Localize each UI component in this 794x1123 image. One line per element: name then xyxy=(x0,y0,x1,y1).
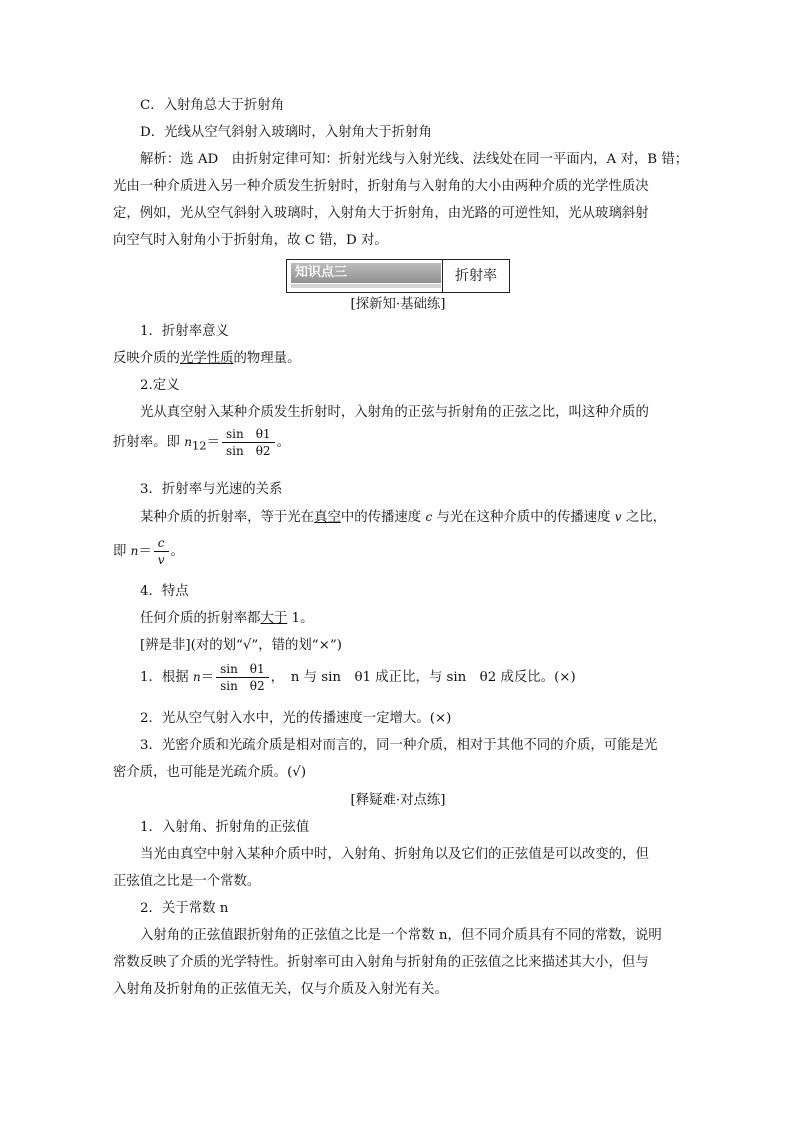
tag-underline-decoration xyxy=(291,284,441,288)
judge-question-3-line-2: 密介质，也可能是光疏介质。(√) xyxy=(113,765,307,780)
item3-text-d: 之比， xyxy=(621,510,667,525)
symbol-n: n xyxy=(192,670,201,684)
item4-body xyxy=(140,609,710,629)
formula-end: 。 xyxy=(170,544,184,559)
item2-formula-line xyxy=(113,425,683,463)
option-d: D．光线从空气斜射入玻璃时，入射角大于折射角 xyxy=(140,125,432,140)
symbol-n: n xyxy=(184,435,192,449)
judge-question-3-line-1: 3．光密介质和光疏介质是相对而言的，同一种介质，相对于其他不同的介质，可能是光 xyxy=(140,738,658,753)
item4-underlined-term: 大于 xyxy=(260,611,288,626)
explain1-line-2: 正弦值之比是一个常数。 xyxy=(113,874,261,889)
fraction-sin-ratio xyxy=(216,661,269,694)
item2-heading: 2.定义 xyxy=(140,378,180,393)
item1-underlined-term: 光学性质 xyxy=(179,351,234,366)
knowledge-point-tag: 知识点三 xyxy=(291,263,441,283)
item3-underlined-term: 真空 xyxy=(314,510,341,525)
fraction-denominator: sin θ2 xyxy=(225,444,271,458)
item3-formula-line xyxy=(113,534,683,569)
item2-body-line-1: 光从真空射入某种介质发生折射时，入射角的正弦与折射角的正弦之比，叫这种介质的 xyxy=(140,405,649,420)
fraction-sin-ratio xyxy=(222,426,275,459)
formula-end: 。 xyxy=(276,435,290,450)
section-heading-basic: [探新知·基础练] xyxy=(350,297,446,312)
knowledge-point-box xyxy=(286,259,510,293)
item3-heading: 3．折射率与光速的关系 xyxy=(140,482,283,497)
subscript-12: 12 xyxy=(191,438,207,453)
equals-sign: ＝ xyxy=(206,435,220,450)
judge-question-1 xyxy=(140,660,710,695)
option-c: C．入射角总大于折射角 xyxy=(140,98,285,113)
item3-text-a: 某种介质的折射率，等于光在 xyxy=(140,510,315,525)
explain2-line-2: 常数反映了介质的光学特性。折射率可由入射角与折射角的正弦值之比来描述其大小，但与 xyxy=(113,955,649,970)
analysis-line-3: 定，例如，光从空气斜射入玻璃时，入射角大于折射角，由光路的可逆性知，光从玻璃斜射 xyxy=(113,206,649,221)
analysis-line-2: 光由一种介质进入另一种介质发生折射时，折射角与入射角的大小由两种介质的光学性质决 xyxy=(113,179,649,194)
fraction-denominator: v xyxy=(157,553,165,567)
fraction-c-over-v xyxy=(154,535,169,568)
explain1-heading: 1．入射角、折射角的正弦值 xyxy=(140,820,310,835)
item3-formula-prefix: 即 xyxy=(113,544,131,559)
item1-text-end: 的物理量。 xyxy=(233,351,301,366)
item4-heading: 4．特点 xyxy=(140,584,189,599)
fraction-denominator: sin θ2 xyxy=(220,679,265,693)
box-divider xyxy=(442,260,443,292)
item1-text: 反映介质的 xyxy=(113,351,180,366)
judge-q1-statement: ， n 与 sin θ1 成正比，与 sin θ2 成反比。(×) xyxy=(270,670,576,685)
equals-sign: ＝ xyxy=(138,544,152,559)
item1-heading: 1．折射率意义 xyxy=(140,324,229,339)
judge-q1-prefix: 1．根据 xyxy=(140,670,193,685)
explain1-line-1: 当光由真空中射入某种介质中时，入射角、折射角以及它们的正弦值是可以改变的，但 xyxy=(140,847,649,862)
section-heading-doubts: [释疑难·对点练] xyxy=(350,793,446,808)
fraction-numerator: sin θ1 xyxy=(216,661,269,678)
item4-text-end: 1。 xyxy=(287,611,314,626)
symbol-n: n xyxy=(130,544,139,558)
symbol-v: v xyxy=(614,510,622,524)
equals-sign: ＝ xyxy=(200,670,215,685)
fraction-numerator: c xyxy=(154,535,169,552)
item3-body-line-1 xyxy=(140,507,710,528)
analysis-line-1: 解析：选 AD 由折射定律可知：折射光线与入射光线、法线处在同一平面内，A 对，B 错； xyxy=(140,152,689,167)
item4-text: 任何介质的折射率都 xyxy=(140,611,261,626)
judge-question-2: 2．光从空气射入水中，光的传播速度一定增大。(×) xyxy=(140,711,452,726)
fraction-numerator: sin θ1 xyxy=(222,426,275,443)
item2-formula-prefix: 折射率。即 xyxy=(113,435,185,450)
explain2-line-1: 入射角的正弦值跟折射角的正弦值之比是一个常数 n，但不同介质具有不同的常数，说明 xyxy=(140,928,662,943)
judge-heading: [辨是非](对的划“√”，错的划“×”) xyxy=(140,638,342,653)
item3-text-c: 与光在这种介质中的传播速度 xyxy=(432,510,615,525)
explain2-line-3: 入射角及折射角的正弦值无关，仅与介质及入射光有关。 xyxy=(113,982,448,997)
item1-body xyxy=(113,349,683,369)
explain2-heading: 2．关于常数 n xyxy=(140,901,229,916)
symbol-c: c xyxy=(425,510,433,524)
analysis-line-4: 向空气时入射角小于折射角，故 C 错，D 对。 xyxy=(113,233,388,248)
knowledge-point-title: 折射率 xyxy=(455,268,497,284)
item3-text-b: 中的传播速度 xyxy=(340,510,426,525)
